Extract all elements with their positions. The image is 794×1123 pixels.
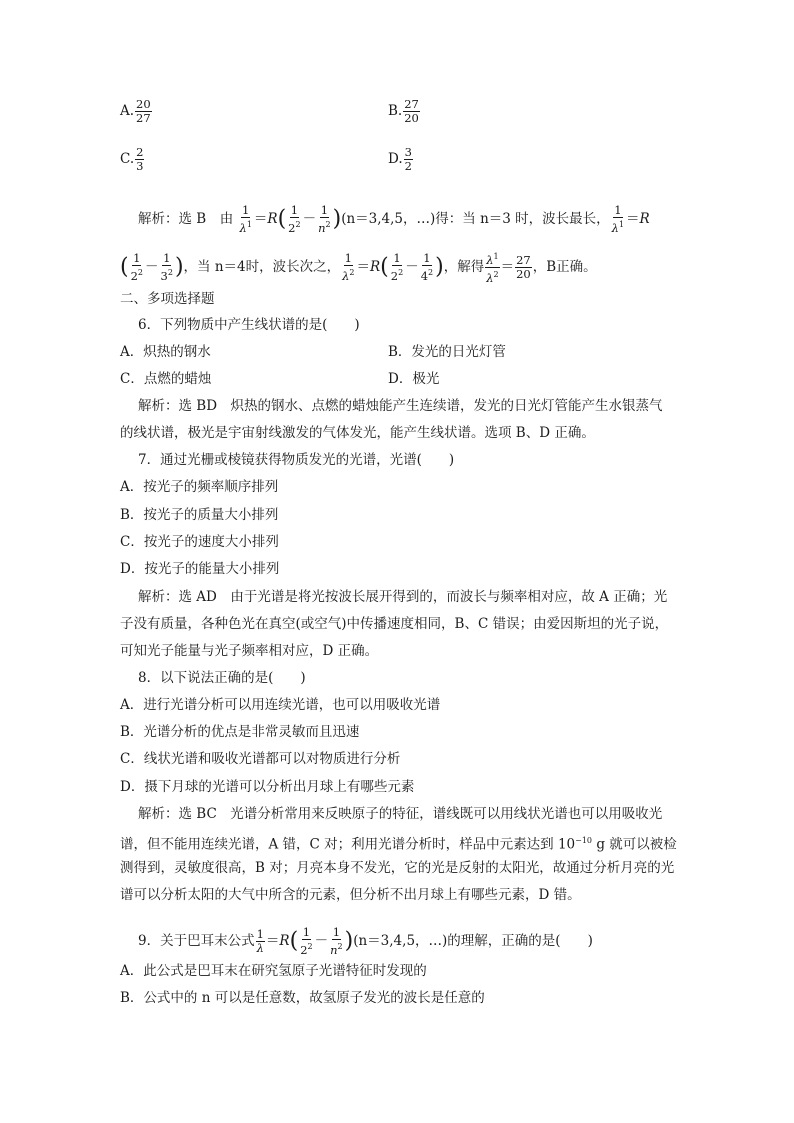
q6-option-d: D．极光 [388,371,440,387]
q8-stem: 8．以下说法正确的是( ) [138,670,306,686]
q8-option-d: D．摄下月球的光谱可以分析出月球上有哪些元素 [120,779,415,795]
q8-option-b: B．光谱分析的优点是非常灵敏而且迅速 [120,724,360,740]
q9-option-b: B．公式中的 n 可以是任意数，故氢原子发光的波长是任意的 [120,990,485,1006]
q5-option-d: D. $\frac{3}{2}$ [388,145,412,173]
q5-option-d-fraction: $\frac{3}{2}$ [404,145,412,173]
q6-analysis-line-1: 解析：选 BD 炽热的钢水、点燃的蜡烛能产生连续谱，发光的日光灯管能产生水银蒸气 [138,398,663,414]
q5-option-b: B. $\frac{27}{20}$ [388,97,419,125]
q7-option-d: D．按光子的能量大小排列 [120,561,280,577]
balmer-formula: $\frac{1}{\lambda}$ [256,926,264,955]
formula-fraction: $\frac{1}{2^2}$ [130,250,144,283]
q9-stem: 9．关于巴耳末公式 $\frac{1}{\lambda}$ ＝R( $\frac{1}{2^2}$ － $\frac{1}{n^2}$ )(n＝3,4,5，…)的理解，正确的是( ) [138,925,593,957]
section-title: 二、多项选择题 [120,291,215,307]
q8-option-a: A．进行光谱分析可以用连续光谱，也可以用吸收光谱 [120,697,441,713]
q7-analysis-line-3: 可知光子能量与光子频率相对应，D 正确。 [120,643,379,659]
q6-option-c: C．点燃的蜡烛 [120,371,212,387]
q5-option-c: C. $\frac{2}{3}$ [120,145,144,173]
q6-option-b: B．发光的日光灯管 [388,344,506,360]
q9-option-a: A．此公式是巴耳末在研究氢原子光谱特征时发现的 [120,963,427,979]
q6-analysis-line-2: 的线状谱，极光是宇宙射线激发的气体发光，能产生线状谱。选项 B、D 正确。 [120,425,595,441]
q7-analysis-line-2: 子没有质量，各种色光在真空(或空气)中传播速度相同，B、C 错误；由爱因斯坦的光子说， [120,616,669,632]
q7-stem: 7．通过光栅或棱镜获得物质发光的光谱，光谱( ) [138,452,455,468]
q8-analysis-line-3: 测得到，灵敏度很高，B 对；月亮本身不发光，它的光是反射的太阳光，故通过分析月亮的光 [120,860,675,876]
formula-fraction: $\frac{1}{\lambda^1}$ [239,203,252,235]
q8-analysis-line-2: 谱，但不能用连续光谱，A 错，C 对；利用光谱分析时，样品中元素达到 $10^{-10}$ g 就可以被检 [120,836,677,853]
q5-option-a-fraction: $\frac{20}{27}$ [136,97,151,125]
q5-option-c-fraction: $\frac{2}{3}$ [136,145,144,173]
q5-analysis-line-1: 解析：选 B 由 $\frac{1}{\lambda^1}$ ＝R( $\frac{1}{2^2}$ － $\frac{1}{n^2}$ )(n＝3,4,5，…)得：当 n＝3 时，波长最长， $\frac{1}{\lambda^1}$ ＝R [138,203,650,235]
q5-option-b-fraction: $\frac{27}{20}$ [404,97,419,125]
q5-option-a: A. $\frac{20}{27}$ [120,97,151,125]
q6-stem: 6．下列物质中产生线状谱的是( ) [138,317,360,333]
q7-option-b: B．按光子的质量大小排列 [120,507,279,523]
q7-option-a: A．按光子的频率顺序排列 [120,479,279,495]
q5-analysis-line-2: ( $\frac{1}{2^2}$ － $\frac{1}{3^2}$ )，当 n＝4时，波长次之， $\frac{1}{\lambda^2}$ ＝R( $\frac{1}{2^2}$ － $\frac{1}{4^2}$ )，解得 $\frac{\lambda^1}{\lambda^2}$ ＝ $\frac{27}{20}$ ，B正确。 [120,250,597,285]
q6-option-a: A．炽热的钢水 [120,344,211,360]
q8-analysis-line-4: 谱可以分析太阳的大气中所含的元素，但分析不出月球上有哪些元素，D 错。 [120,887,581,903]
q7-analysis-line-1: 解析：选 AD 由于光谱是将光按波长展开得到的，而波长与频率相对应，故 A 正确；光 [138,589,668,605]
q7-option-c: C．按光子的速度大小排列 [120,534,279,550]
q8-option-c: C．线状光谱和吸收光谱都可以对物质进行分析 [120,751,401,767]
q8-analysis-line-1: 解析：选 BC 光谱分析常用来反映原子的特征，谱线既可以用线状光谱也可以用吸收光 [138,806,663,822]
